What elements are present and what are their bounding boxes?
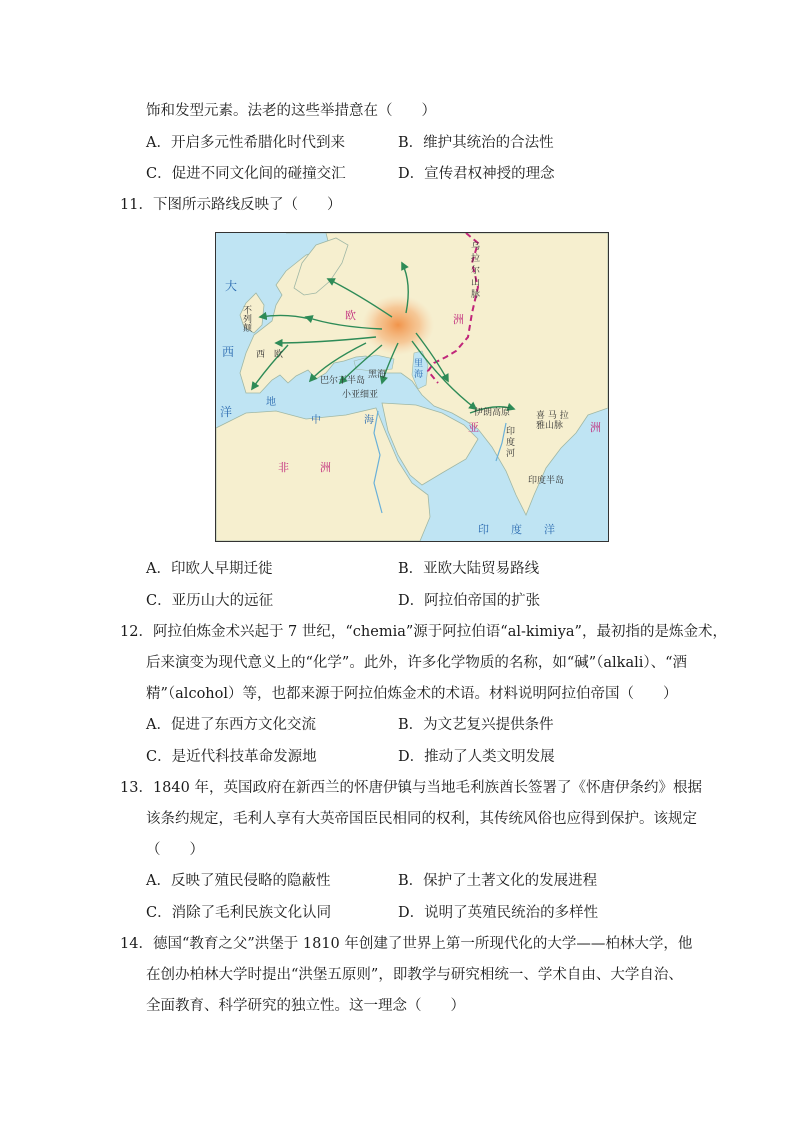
map-label-atlantic-2: 西 [222, 345, 235, 359]
q13-option-b[interactable]: B．保护了土著文化的发展进程 [398, 873, 598, 889]
map-label-britain: 不 列 颠 [243, 306, 253, 334]
q14-stem-line-3: 全面教育、科学研究的独立性。这一理念（ ） [146, 998, 465, 1014]
q13-stem-line-2: 该条约规定，毛利人享有大英帝国臣民相同的权利，其传统风俗也应得到保护。该规定 [146, 811, 697, 827]
migration-map [215, 232, 609, 542]
q10-stem-tail: 饰和发型元素。法老的这些举措意在（ ） [146, 103, 436, 119]
q13-option-a[interactable]: A．反映了殖民侵略的隐蔽性 [146, 873, 331, 889]
q13-stem-line-1: 13．1840 年，英国政府在新西兰的怀唐伊镇与当地毛利族酋长签署了《怀唐伊条约》根据 [120, 780, 702, 796]
q11-option-d[interactable]: D．阿拉伯帝国的扩张 [398, 593, 541, 609]
map-label-west-europe: 西 欧 [256, 350, 284, 360]
q13-option-c[interactable]: C．消除了毛利民族文化认同 [146, 905, 332, 921]
q11-option-c[interactable]: C．亚历山大的远征 [146, 593, 274, 609]
map-label-iran: 伊朗高原 [474, 408, 511, 418]
q12-option-b[interactable]: B．为文艺复兴提供条件 [398, 717, 554, 733]
q12-option-a[interactable]: A．促进了东西方文化交流 [146, 717, 316, 733]
q12-stem-line-3: 精”（alcohol）等，也都来源于阿拉伯炼金术的术语。材料说明阿拉伯帝国（ ） [146, 686, 678, 702]
q10-option-d[interactable]: D．宣传君权神授的理念 [398, 166, 555, 182]
map-label-balkan: 巴尔干半岛 [320, 376, 366, 386]
map-label-asia-2: 洲 [590, 421, 601, 434]
q12-stem-line-2: 后来演变为现代意义上的“化学”。此外，许多化学物质的名称，如“碱”（alkali）、“酒 [146, 655, 688, 671]
q10-option-c[interactable]: C．促进不同文化间的碰撞交汇 [146, 166, 346, 182]
map-label-atlantic: 大 [225, 279, 238, 293]
q12-stem-line-1: 12．阿拉伯炼金术兴起于 7 世纪，“chemia”源于阿拉伯语“al-kimiya”，最初指的是炼金术， [120, 624, 727, 640]
map-label-africa-2: 洲 [320, 461, 331, 474]
q12-option-c[interactable]: C．是近代科技革命发源地 [146, 749, 317, 765]
q10-option-a[interactable]: A．开启多元性希腊化时代到来 [146, 135, 345, 151]
map-label-med-2: 中 [311, 415, 321, 426]
q11-option-b[interactable]: B．亚欧大陆贸易路线 [398, 561, 540, 577]
q11-stem: 11．下图所示路线反映了（ ） [120, 197, 342, 213]
map-svg [216, 233, 608, 541]
map-label-med-3: 海 [364, 415, 374, 426]
map-label-atlantic-3: 洋 [220, 405, 233, 419]
map-label-indus: 印 度 河 [506, 427, 516, 459]
map-label-med: 地 [266, 397, 276, 408]
map-label-india: 印度半岛 [528, 476, 565, 486]
map-label-himalaya: 喜 马 拉 雅山脉 [536, 411, 569, 431]
map-label-europe-2: 洲 [453, 313, 464, 326]
map-label-europe: 欧 [345, 309, 356, 322]
q14-stem-line-2: 在创办柏林大学时提出“洪堡五原则”，即教学与研究相统一、学术自由、大学自治、 [146, 967, 683, 983]
map-label-africa: 非 [278, 461, 289, 474]
map-label-asia: 亚 [468, 421, 479, 434]
q14-stem-line-1: 14．德国“教育之父”洪堡于 1810 年创建了世界上第一所现代化的大学——柏林大学，他 [120, 936, 693, 952]
q10-option-b[interactable]: B．维护其统治的合法性 [398, 135, 554, 151]
q13-option-d[interactable]: D．说明了英殖民统治的多样性 [398, 905, 599, 921]
map-label-indian-ocean: 印度洋 [478, 523, 577, 536]
map-label-ural: 乌 拉 尔 山 脉 [471, 242, 481, 300]
map-label-black-sea: 黑海 [368, 370, 387, 380]
map-label-asia-minor: 小亚细亚 [342, 390, 379, 400]
q11-option-a[interactable]: A．印欧人早期迁徙 [146, 561, 273, 577]
q13-stem-line-3: （ ） [146, 842, 204, 858]
map-label-caspian: 里 海 [414, 359, 424, 380]
q12-option-d[interactable]: D．推动了人类文明发展 [398, 749, 555, 765]
